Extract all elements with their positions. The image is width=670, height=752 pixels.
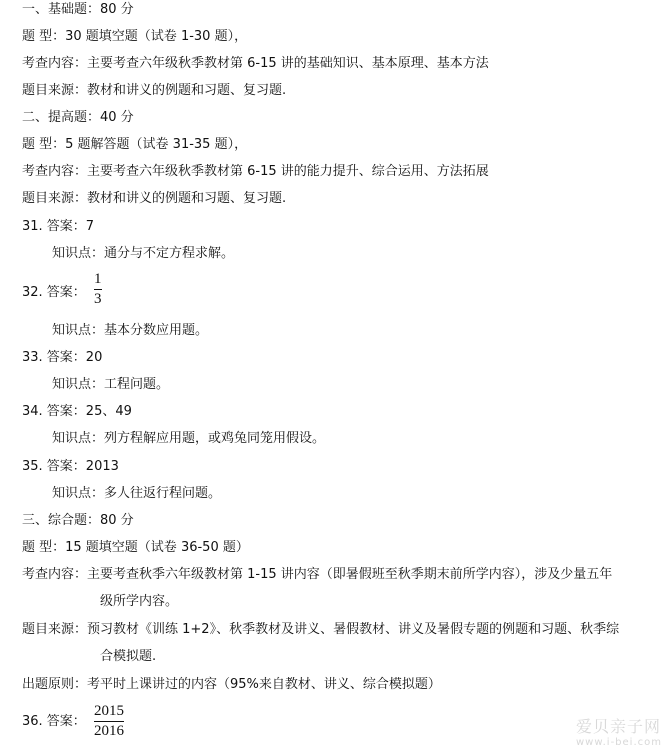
knowledge-34: 知识点：列方程解应用题，或鸡兔同笼用假设。	[52, 431, 326, 446]
knowledge-35: 知识点：多人往返行程问题。	[52, 486, 222, 501]
fraction-bar	[94, 289, 102, 290]
section-1-heading: 一、基础题：80 分	[22, 2, 134, 17]
section-3-content: 考查内容：主要考查秋季六年级教材第 1-15 讲内容（即暑假班至秋季期末前所学内容），涉及少量五年	[22, 567, 613, 582]
answer-35: 35. 答案：2013	[22, 459, 119, 474]
knowledge-32: 知识点：基本分数应用题。	[52, 323, 209, 338]
section-3-heading: 三、综合题：80 分	[22, 513, 134, 528]
answer-36: 36. 答案：	[22, 714, 86, 729]
section-3-source: 题目来源：预习教材《训练 1+2》、秋季教材及讲义、暑假教材、讲义及暑假专题的例题和习题、秋季综	[22, 622, 620, 637]
watermark-url: www.i-bei.com	[576, 737, 662, 748]
section-1-source: 题目来源：教材和讲义的例题和习题、复习题.	[22, 83, 287, 98]
section-3-principle: 出题原则：考平时上课讲过的内容（95%来自教材、讲义、综合模拟题）	[22, 677, 441, 692]
section-3-content-cont: 级所学内容。	[100, 594, 179, 609]
section-2-source: 题目来源：教材和讲义的例题和习题、复习题.	[22, 191, 287, 206]
section-3-type: 题 型：15 题填空题（试卷 36-50 题）	[22, 540, 249, 555]
fraction-36	[94, 703, 124, 740]
watermark	[576, 714, 662, 748]
fraction-36-numerator: 2015	[94, 703, 124, 719]
fraction-32-numerator: 1	[94, 271, 102, 287]
fraction-32	[94, 271, 102, 308]
knowledge-33: 知识点：工程问题。	[52, 377, 170, 392]
answer-31: 31. 答案：7	[22, 219, 95, 234]
section-1-type: 题 型：30 题填空题（试卷 1-30 题），	[22, 29, 248, 44]
answer-32: 32. 答案：	[22, 285, 86, 300]
answer-34: 34. 答案：25、49	[22, 404, 132, 419]
section-3-source-cont: 合模拟题.	[100, 649, 157, 664]
section-2-heading: 二、提高题：40 分	[22, 110, 134, 125]
fraction-36-denominator: 2016	[94, 723, 124, 739]
knowledge-31: 知识点：通分与不定方程求解。	[52, 246, 235, 261]
section-2-content: 考查内容：主要考查六年级秋季教材第 6-15 讲的能力提升、综合运用、方法拓展	[22, 164, 489, 179]
fraction-32-denominator: 3	[94, 291, 102, 307]
section-2-type: 题 型：5 题解答题（试卷 31-35 题），	[22, 137, 248, 152]
watermark-text: 爱贝亲子网	[576, 717, 662, 736]
section-1-content: 考查内容：主要考查六年级秋季教材第 6-15 讲的基础知识、基本原理、基本方法	[22, 56, 489, 71]
answer-33: 33. 答案：20	[22, 350, 103, 365]
fraction-bar	[94, 721, 124, 722]
